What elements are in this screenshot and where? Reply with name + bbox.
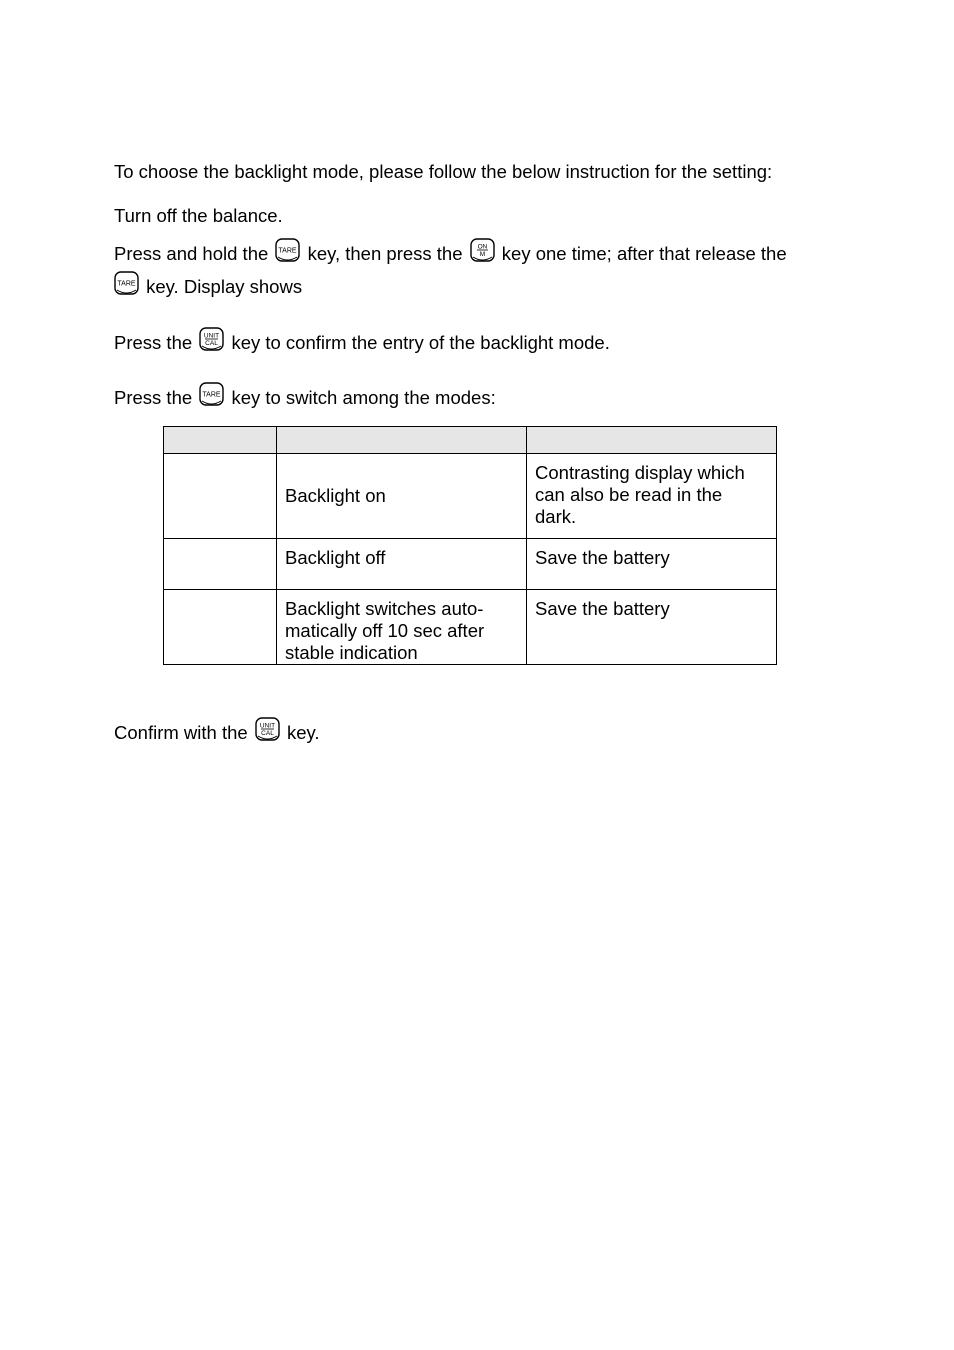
setting-cell: Backlight switches auto-matically off 10 sec after stable indication (277, 590, 527, 665)
mode-cell (164, 454, 277, 539)
step-display-shows-text: key. Display shows (146, 276, 303, 297)
step-press-hold-text-1: Press and hold the (114, 243, 269, 264)
svg-text:M: M (479, 251, 485, 258)
table-row (164, 539, 777, 590)
table-row (164, 454, 777, 539)
table-header-row (164, 427, 777, 454)
table-header-cell-3 (527, 427, 777, 454)
step-confirm-final-text-1: Confirm with the (114, 722, 248, 743)
note-cell: Contrasting display which can also be read in the dark. (527, 454, 777, 539)
step-switch-modes-text-1: Press the (114, 387, 193, 408)
svg-text:ON: ON (477, 243, 488, 251)
step-confirm-final (114, 717, 320, 744)
step-display-shows (114, 271, 302, 298)
mode-cell (164, 539, 277, 590)
step-confirm-entry-text-1: Press the (114, 332, 193, 353)
svg-text:TARE: TARE (117, 280, 136, 288)
step-press-hold (114, 238, 787, 265)
step-switch-modes-text-2: key to switch among the modes: (231, 387, 496, 408)
setting-cell: Backlight on (277, 454, 527, 539)
step-press-hold-text-3: key one time; after that release the (501, 243, 787, 264)
step-press-hold-text-2: key, then press the (307, 243, 463, 264)
intro-text: To choose the backlight mode, please follow the below instruction for the setting: (114, 161, 773, 182)
svg-text:TARE: TARE (278, 247, 297, 255)
table-header-cell-2 (277, 427, 527, 454)
svg-text:TARE: TARE (202, 391, 221, 399)
setting-cell: Backlight off (277, 539, 527, 590)
mode-cell (164, 590, 277, 665)
note-cell: Save the battery (527, 539, 777, 590)
step-confirm-final-text-2: key. (286, 722, 320, 743)
tare-key-icon (199, 382, 224, 407)
step-confirm-entry (114, 327, 610, 354)
svg-text:UNIT: UNIT (259, 722, 275, 730)
note-cell: Save the battery (527, 590, 777, 665)
unit-cal-key-icon (255, 717, 280, 742)
table-row (164, 590, 777, 665)
tare-key-icon (275, 238, 300, 263)
on-m-key-icon (470, 238, 495, 263)
table-header-cell-1 (164, 427, 277, 454)
svg-text:CAL: CAL (260, 730, 274, 737)
backlight-modes-table (163, 426, 777, 665)
svg-text:UNIT: UNIT (204, 332, 220, 340)
step-turn-off: Turn off the balance. (114, 205, 283, 226)
tare-key-icon (114, 271, 139, 296)
svg-text:CAL: CAL (205, 340, 219, 347)
step-confirm-entry-text-2: key to confirm the entry of the backlight mode. (231, 332, 610, 353)
unit-cal-key-icon (199, 327, 224, 352)
step-switch-modes (114, 382, 496, 409)
